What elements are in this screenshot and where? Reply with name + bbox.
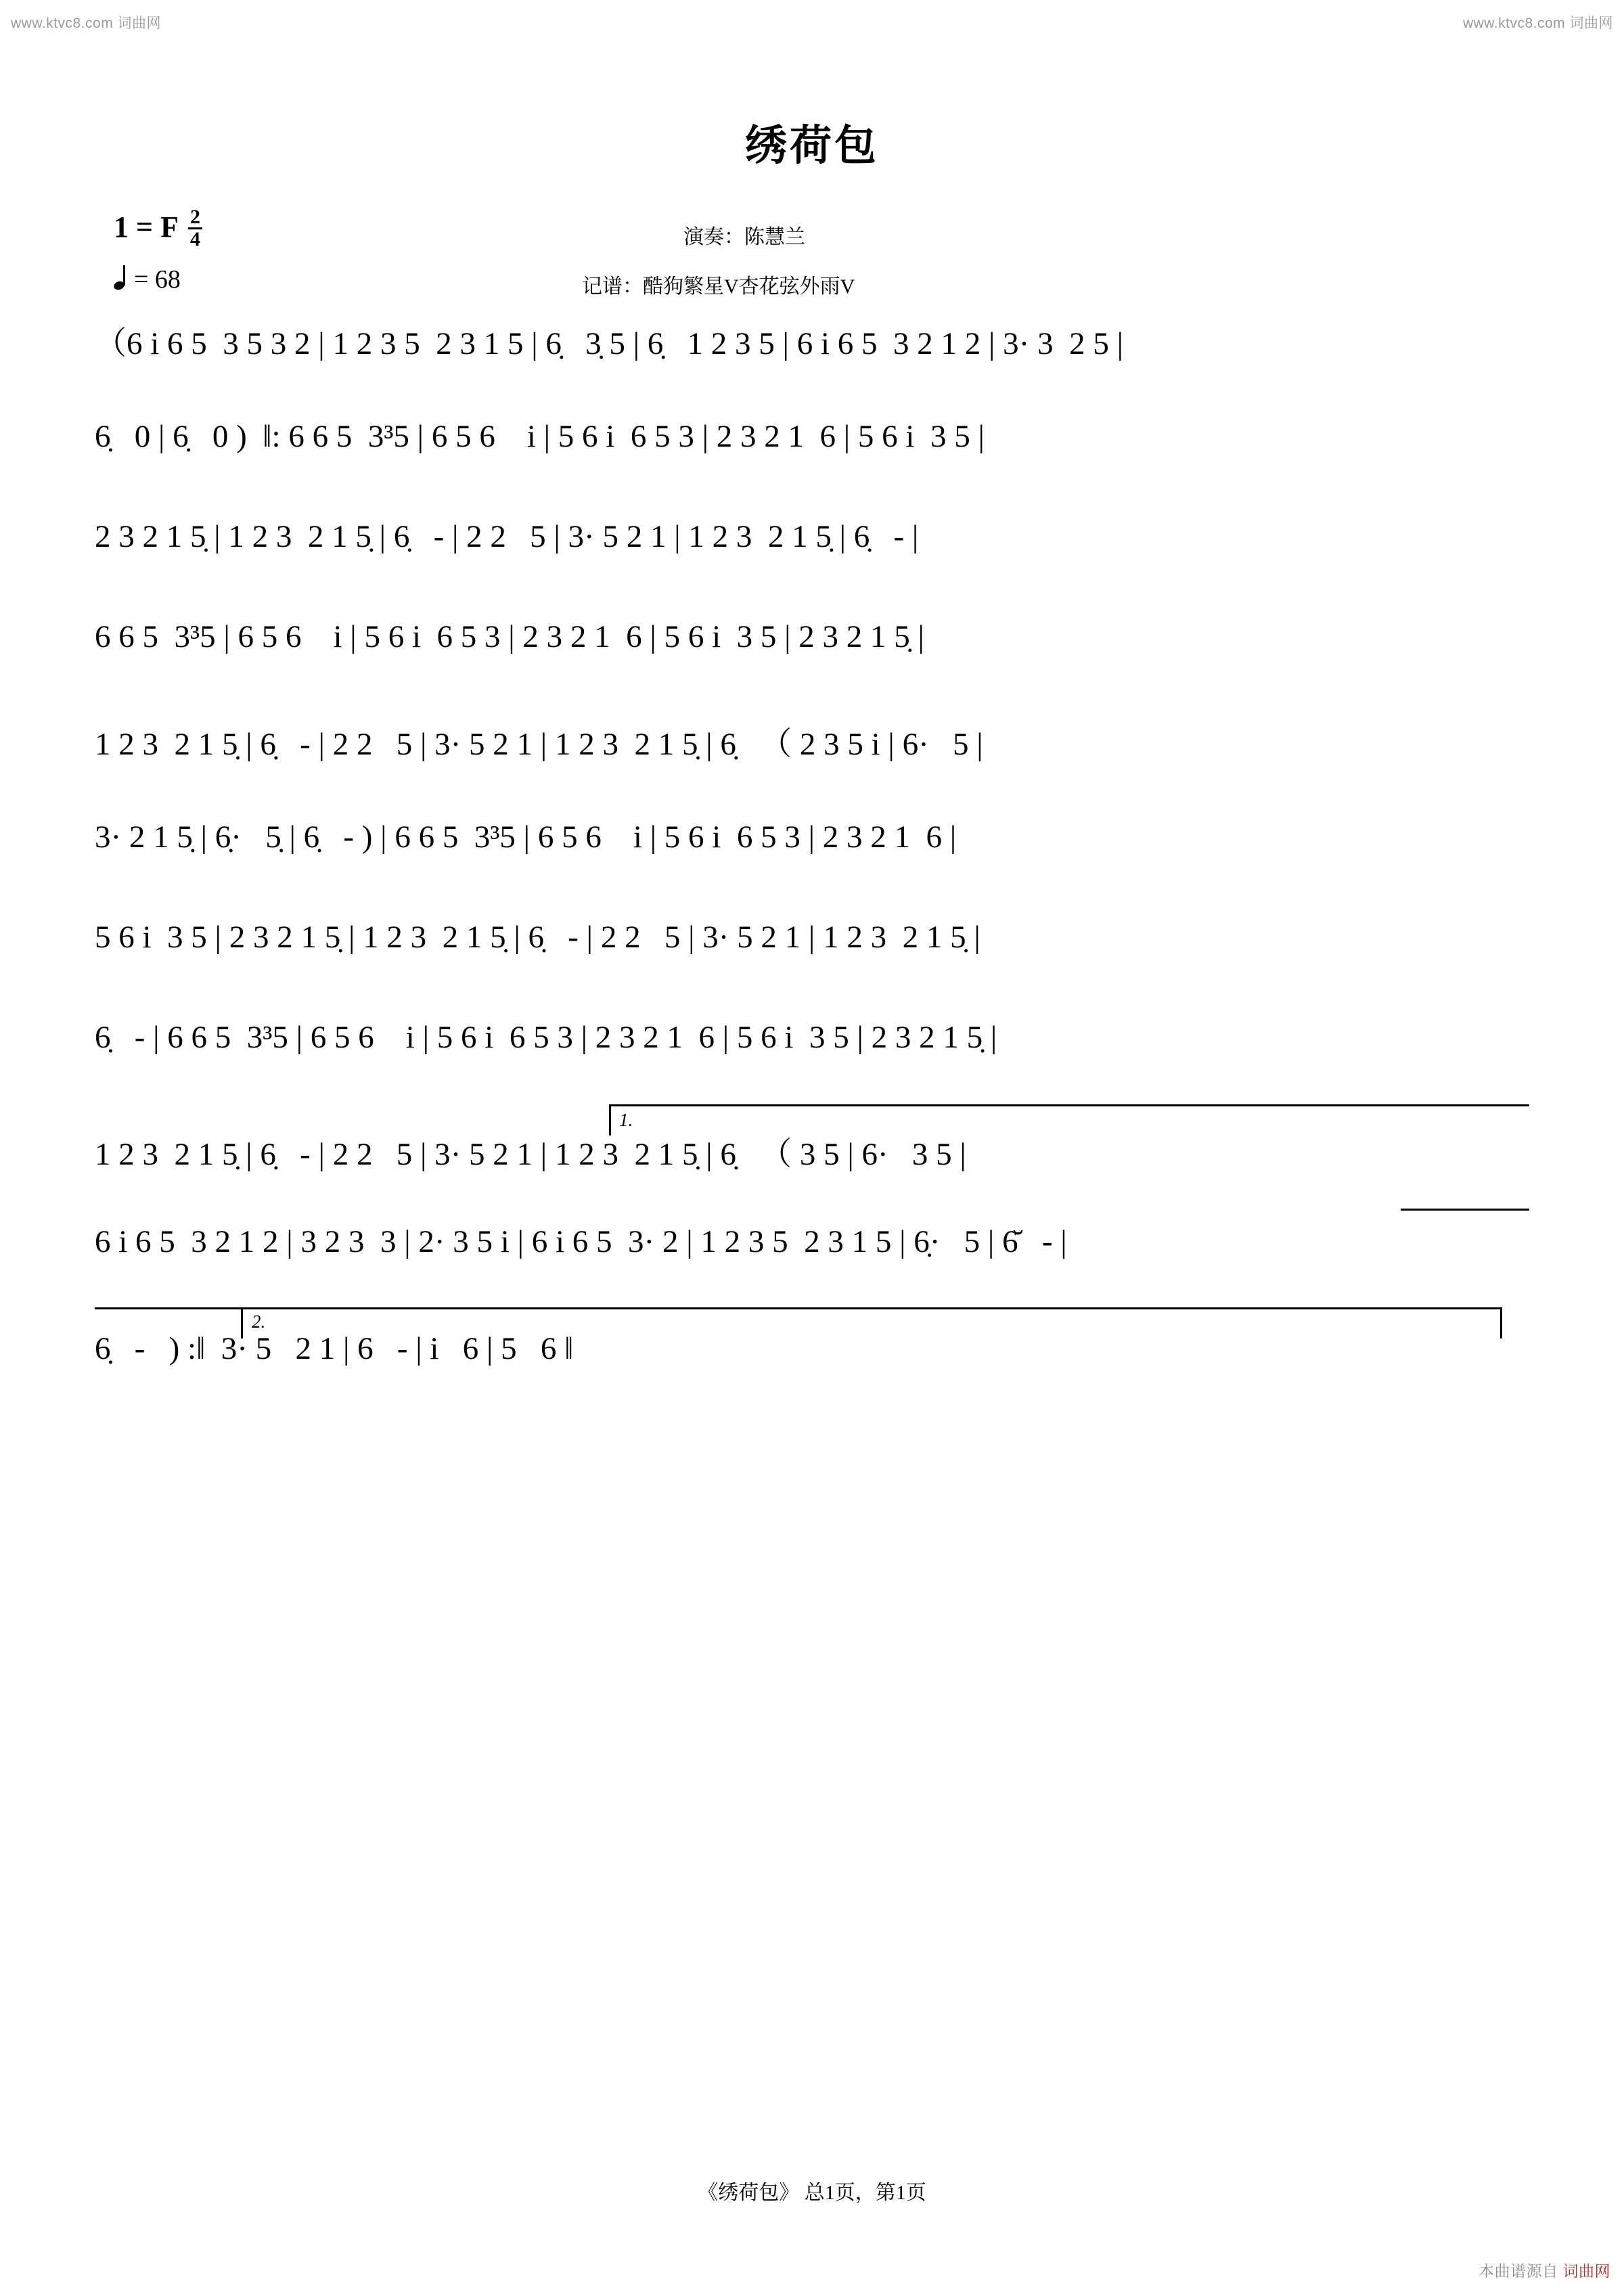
key-tempo-block	[114, 206, 202, 294]
tempo-marking	[114, 265, 202, 294]
score-line	[95, 819, 1529, 919]
score-line-text: 6 6 5 3³5 | 6 5 6 i | 5 6 i 6 5 3 | 2 3 2 1 6 | 5 6 i 3 5 | 2 3 2 1 5̣ |	[95, 619, 924, 654]
watermark-top-right-text: www.ktvc8.com 词曲网	[1462, 16, 1613, 31]
tempo-value: = 68	[134, 265, 181, 294]
performer-credit: 演奏：陈慧兰	[683, 226, 805, 248]
watermark-source-link[interactable]: 词曲网	[1562, 2262, 1610, 2280]
first-ending-bracket-top	[609, 1104, 1529, 1106]
watermark-top-left-text: www.ktvc8.com 词曲网	[11, 16, 162, 31]
transcriber-credit: 记谱：酷狗繁星V杏花弦外雨V	[582, 275, 855, 298]
score-line	[95, 919, 1529, 1019]
page-footer: 《绣荷包》 总1页，第1页	[698, 2182, 926, 2204]
score-line-text: 1 2 3 2 1 5̣ | 6̣ - | 2 2 5 | 3· 5 2 1 | 1 2 3 2 1 5̣ | 6̣ （ 2 3 5 i | 6· 5 |	[95, 727, 983, 762]
meter-numerator: 2	[188, 207, 202, 229]
first-ending-label: 1.	[619, 1110, 633, 1130]
score-line-text: 6 i 6 5 3 2 1 2 | 3 2 3 3 | 2· 3 5 i | 6 i 6 5 3· 2 | 1 2 3 5 2 3 1 5 | 6̣· 5 | 6̆ - |	[95, 1224, 1067, 1259]
score-line	[95, 418, 1529, 518]
second-ending-label: 2.	[252, 1311, 266, 1332]
score-line-text: 3· 2 1 5̣ | 6̣· 5̣ | 6̣ - ) | 6 6 5 3³5 | 6 5 6 i | 5 6 i 6 5 3 | 2 3 2 1 6 |	[95, 819, 957, 855]
score-line	[95, 618, 1529, 719]
score-line	[95, 318, 1529, 418]
score-line-text: 6̣ - ) :‖ 3· 5 2 1 | 6 - | i 6 | 5 6 ‖	[95, 1331, 574, 1366]
score-line	[95, 719, 1529, 819]
score-line-text: 6̣ - | 6 6 5 3³5 | 6 5 6 i | 5 6 i 6 5 3 | 2 3 2 1 6 | 5 6 i 3 5 | 2 3 2 1 5̣ |	[95, 1020, 997, 1055]
watermark-bottom-right	[1479, 2259, 1610, 2281]
score-line-text: 5 6 i 3 5 | 2 3 2 1 5̣ | 1 2 3 2 1 5̣ | 6̣ - | 2 2 5 | 3· 5 2 1 | 1 2 3 2 1 5̣ |	[95, 920, 980, 955]
watermark-source-label: 本曲谱源自	[1479, 2262, 1558, 2280]
key-signature	[114, 206, 202, 252]
score-line	[95, 1311, 1529, 1420]
watermark-top-left	[11, 12, 161, 32]
score-line-text: （6 i 6 5 3 5 3 2 | 1 2 3 5 2 3 1 5 | 6̣ 3̣ 5 | 6̣ 1 2 3 5 | 6 i 6 5 3 2 1 2 | 3· 3 2 5 |	[95, 326, 1123, 361]
score-line-text: 1 2 3 2 1 5̣ | 6̣ - | 2 2 5 | 3· 5 2 1 | 1 2 3 2 1 5̣ | 6̣ （ 3 5 | 6· 3 5 |	[95, 1137, 966, 1172]
page-title: 绣荷包	[744, 122, 879, 169]
score-line	[95, 1110, 1529, 1219]
quarter-note-icon	[114, 268, 127, 291]
music-notation	[95, 318, 1529, 1420]
meter-denominator: 4	[189, 228, 200, 250]
time-signature	[188, 207, 202, 250]
score-line	[95, 1219, 1529, 1320]
watermark-top-right	[1463, 12, 1613, 32]
key-text: 1 = F	[114, 210, 179, 244]
score-line-text: 6̣ 0 | 6̣ 0 ) ‖: 6 6 5 3³5 | 6 5 6 i | 5 6 i 6 5 3 | 2 3 2 1 6 | 5 6 i 3 5 |	[95, 419, 985, 454]
second-ending-bracket-top	[95, 1307, 1502, 1309]
score-line-text: 2 3 2 1 5̣ | 1 2 3 2 1 5̣ | 6̣ - | 2 2 5 | 3· 5 2 1 | 1 2 3 2 1 5̣ | 6̣ - |	[95, 519, 919, 554]
score-line	[95, 518, 1529, 618]
first-ending-bracket-end	[1401, 1209, 1529, 1211]
